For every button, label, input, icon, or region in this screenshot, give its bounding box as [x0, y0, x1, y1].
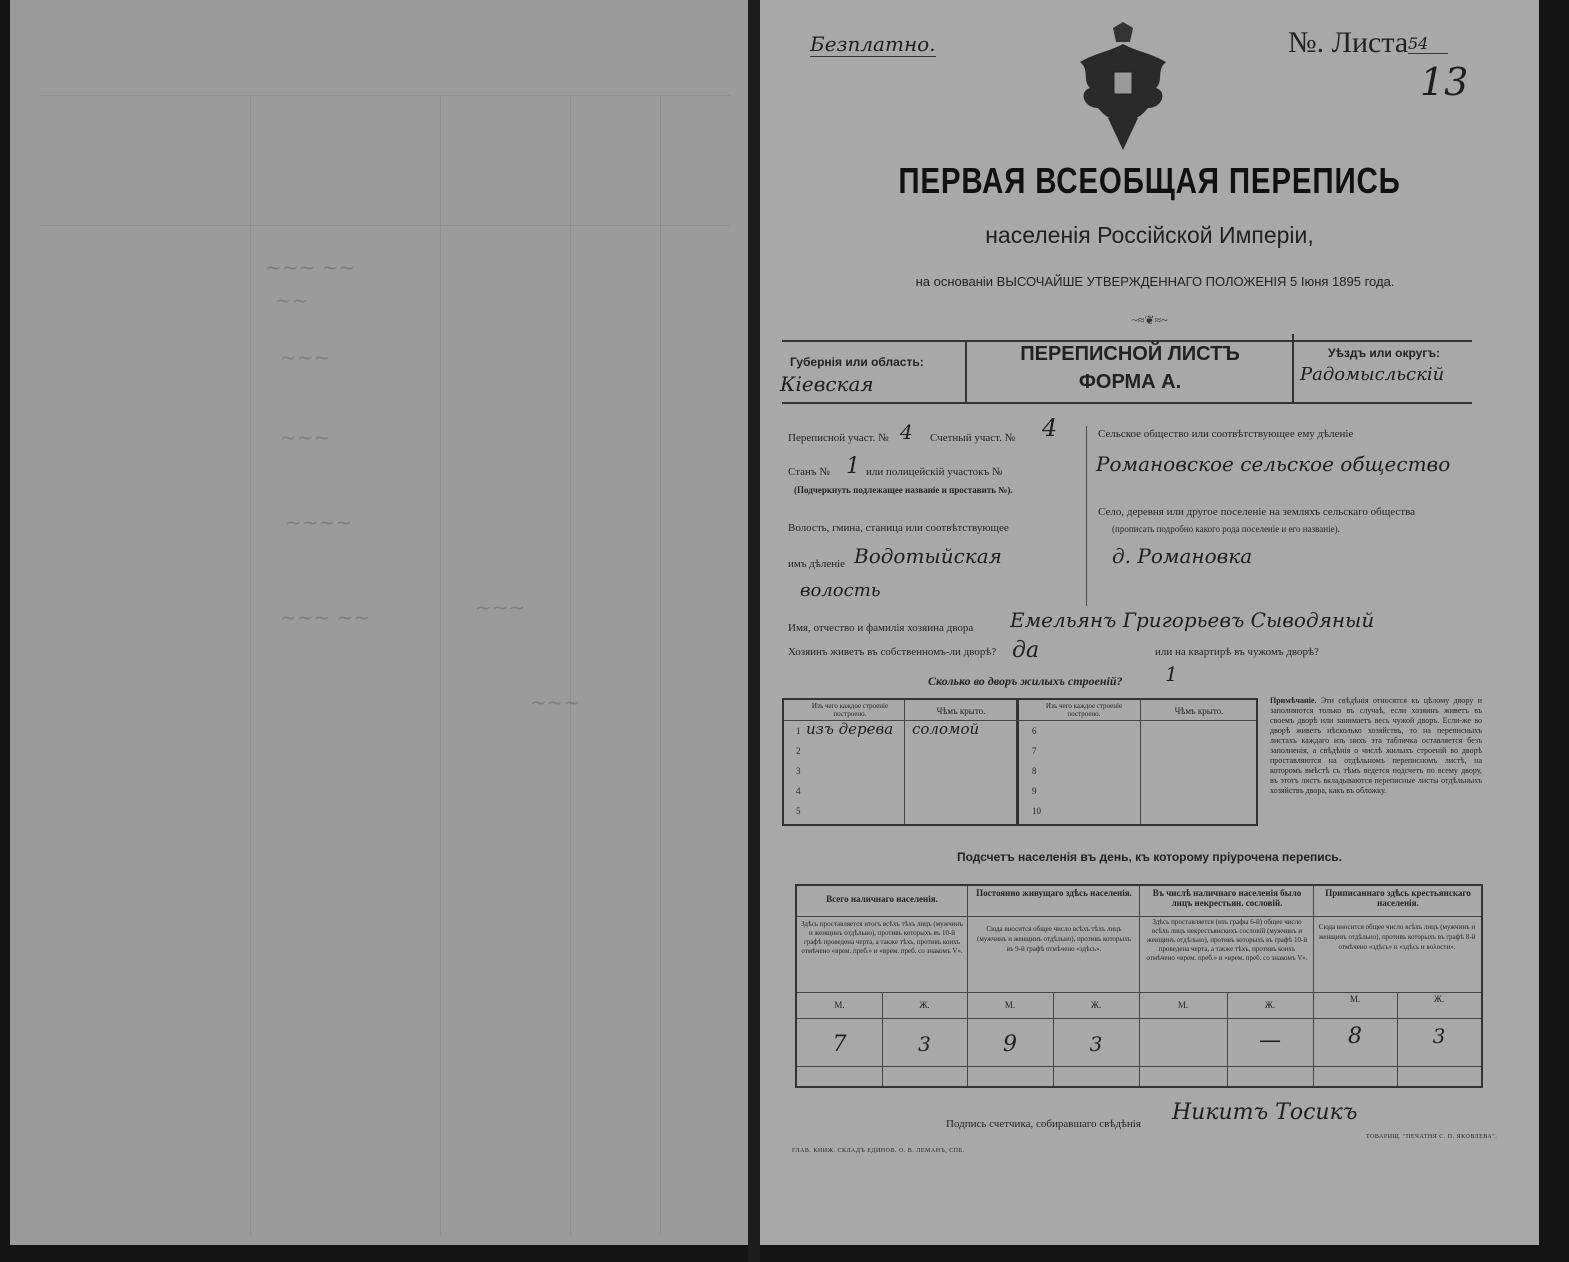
male-label: М.	[1349, 994, 1361, 1004]
ghost-rule	[40, 225, 730, 226]
ghost-handwriting: ~~~	[530, 690, 581, 714]
lives-own-value: да	[1012, 638, 1040, 663]
rule	[965, 342, 967, 404]
enumerator-signature: Никитъ Тосикъ	[1172, 1100, 1358, 1125]
free-label: Безплатно.	[810, 32, 936, 56]
total-female-value: 3	[918, 1032, 931, 1056]
signature-label: Подпись счетчика, собиравшаго свѣдѣнія	[946, 1118, 1141, 1130]
buildings-rows-right	[1020, 722, 1256, 822]
table-row: 9	[1032, 786, 1037, 796]
rule	[1086, 426, 1087, 606]
underline-note: (Подчеркнуть подлежащее названіе и проставить №).	[794, 485, 1013, 495]
ghost-rule	[660, 95, 661, 1235]
rule	[1313, 886, 1314, 1086]
ghost-handwriting: ~~~	[475, 595, 526, 619]
buildings-rows-left	[784, 722, 1016, 822]
buildings-value: 1	[1165, 662, 1178, 686]
volost-value-2: волость	[800, 580, 881, 601]
lives-rent-label: или на квартирѣ въ чужомъ дворѣ?	[1155, 646, 1319, 658]
rule	[1139, 886, 1140, 1086]
form-title: ПЕРЕПИСНОЙ ЛИСТЪ	[1020, 343, 1240, 365]
permanent-female-value: 3	[1089, 1032, 1103, 1056]
ornament: ~≈❦≈~	[1131, 313, 1168, 327]
census-form-page	[760, 0, 1539, 1245]
society-value: Романовское сельское общество	[1096, 452, 1451, 476]
buildings-table	[782, 698, 1258, 826]
ghost-handwriting: ~~~~	[285, 510, 353, 534]
counting-district-value: 4	[1042, 414, 1058, 442]
imperial-eagle-emblem	[1068, 22, 1178, 152]
peasant-female-value: 3	[1432, 1024, 1446, 1048]
table-row: 7	[1032, 746, 1037, 756]
ghost-handwriting: ~~~ ~~	[280, 605, 371, 629]
village-note: (прописать подробно какого рода поселеніе и его названіе).	[1112, 524, 1340, 534]
volost-label-2: имъ дѣленіе	[788, 558, 846, 570]
lives-own-label: Хозяинъ живетъ въ собственномъ-ли дворѣ?	[788, 646, 997, 658]
note-title: Примѣчаніе.	[1270, 696, 1317, 705]
ghost-rule	[250, 95, 251, 1235]
rule	[1292, 334, 1294, 404]
col-material-header: Изъ чего каждое строеніе построено.	[811, 702, 889, 718]
note-block	[1270, 696, 1482, 796]
female-label: Ж.	[1090, 1000, 1102, 1010]
census-district-label: Переписной участ. №	[788, 432, 889, 444]
ghost-handwriting: ~~~	[280, 345, 331, 369]
printer-credit-right: ТОВАРИЩ. "ПЕЧАТНЯ С. П. ЯКОВЛЕВА".	[1366, 1134, 1498, 1140]
col-permanent-desc: Сюда вносится общее число всѣхъ тѣхъ лицъ (мужчинъ и женщинъ отдѣльно), противъ которыхъ въ 9-й графѣ отмѣчено «здѣсь».	[977, 925, 1131, 953]
col-peasant-header: Приписаннаго здѣсь крестьянскаго населенія.	[1325, 888, 1471, 908]
peasant-male-value: 8	[1348, 1024, 1362, 1049]
female-label: Ж.	[1264, 1000, 1276, 1010]
guberniya-label: Губернія или область:	[790, 355, 924, 369]
guberniya-value: Кіевская	[780, 372, 874, 396]
left-page	[10, 0, 748, 1245]
owner-label: Имя, отчество и фамилія хозяина двора	[788, 622, 974, 634]
document-subtitle: населенія Россійской Имперіи,	[985, 222, 1314, 248]
rule	[782, 402, 1472, 404]
female-label: Ж.	[919, 1000, 930, 1010]
table-row: 2	[796, 746, 801, 756]
table-row: 1 изъ дерева соломой	[796, 720, 980, 738]
ghost-rule	[40, 95, 730, 96]
table-row: 6	[1032, 726, 1037, 736]
col-permanent-header: Постоянно живущаго здѣсь населенія.	[976, 888, 1132, 898]
uezd-label: Уѣздъ или округъ:	[1328, 346, 1441, 360]
village-value: д. Романовка	[1112, 544, 1253, 568]
buildings-label: Сколько во дворъ жилыхъ строеній?	[928, 674, 1123, 688]
table-row: 4	[796, 786, 801, 796]
col-total-header: Всего наличнаго населенія.	[826, 894, 938, 904]
sheet-number-label: №. Листа	[1288, 26, 1409, 59]
female-label: Ж.	[1433, 994, 1445, 1004]
ghost-handwriting: ~~~ ~~	[265, 255, 356, 279]
sheet-number-value: 54	[1408, 34, 1448, 54]
corner-page-number: 13	[1420, 60, 1469, 104]
col-peasant-desc: Сюда вносится общее число всѣхъ лицъ (мужчинъ и женщинъ отдѣльно), противъ которыхъ въ графѣ 8-й отмѣчено «здѣсь» и «здѣсь и вολости».	[1318, 923, 1476, 951]
table-row: 3	[796, 766, 801, 776]
male-label: М.	[1177, 1000, 1189, 1010]
table-row: 8	[1032, 766, 1037, 776]
form-code: ФОРМА А.	[1078, 371, 1182, 393]
police-precinct-label: или полицейскій участокъ №	[866, 466, 1003, 478]
document-basis: на основаніи ВЫСОЧАЙШЕ УТВЕРЖДЕННАГО ПОЛОЖЕНІЯ 5 Іюня 1895 года.	[915, 274, 1395, 289]
permanent-male-value: 9	[1003, 1032, 1017, 1057]
rule	[782, 340, 1472, 342]
male-label: М.	[834, 1000, 845, 1010]
ghost-rule	[440, 95, 441, 1235]
table-row: 5	[796, 806, 801, 816]
col-total-desc: Здѣсь проставляется итогъ всѣхъ тѣхъ лицъ (мужчинъ и женщинъ отдѣльно), противъ которыхъ въ 10-й графѣ проведена черта, а также тѣхъ, противъ коихъ отмѣчено «врем. преб.» и «врем. преб. со знакомъ V».	[801, 920, 963, 955]
total-male-value: 7	[832, 1032, 847, 1057]
document-title: ПЕРВАЯ ВСЕОБЩАЯ ПЕРЕПИСЬ	[898, 160, 1401, 201]
volost-value: Водотыйская	[854, 544, 1002, 568]
col-material-header: Изъ чего каждое строеніе построено.	[1045, 702, 1123, 718]
note-text: Эти свѣдѣнія относятся къ цѣлому двору и заполняются только въ случаѣ, если хозяинъ живетъ въ своемъ дворѣ или занимаетъ весь чужой дворъ. Если-же во дворѣ живетъ нѣсколько хозяйствъ, то на переписныхъ листахъ каждаго изъ нихъ эта табличка оставляется безъ заполненія, а свѣдѣнія о числѣ жилыхъ строеній во дворѣ проставляются на отдѣльномъ переписномъ листѣ, на которомъ вмѣстѣ съ тѣмъ ведется подсчетъ по всему двору, въ этотъ листъ вкладываются переписные листы отдѣльныхъ хозяйствъ двора, какъ въ обложку.	[1270, 696, 1483, 795]
volost-label: Волость, гмина, станица или соотвѣтствующее	[788, 522, 1009, 534]
col-noncrest-header: Въ числѣ наличнаго населенія было лицъ некрестьян. сословій.	[1152, 888, 1302, 908]
col-roof-header: Чѣмъ крыто.	[936, 706, 986, 716]
ghost-handwriting: ~~~	[280, 425, 331, 449]
uezd-value: Радомысльскій	[1300, 364, 1445, 385]
owner-value: Емельянъ Григорьевъ Сыводяный	[1010, 608, 1375, 632]
population-title: Подсчетъ населенія въ день, къ которому пріурочена перепись.	[957, 850, 1342, 864]
census-district-value: 4	[900, 420, 913, 444]
village-label: Село, деревня или другое поселеніе на земляхъ сельскаго общества	[1098, 506, 1416, 518]
ghost-handwriting: ~~	[275, 288, 309, 312]
noncrest-female-value: —	[1259, 1028, 1281, 1053]
col-noncrest-desc: Здѣсь проставляется (изъ графы 6-й) общее число всѣхъ лицъ некрестьянскихъ сословій (мужчинъ и женщинъ отдѣльно), противъ которыхъ въ графѣ 10-й проведена черта, а также тѣхъ, противъ коихъ отмѣчено «врем. преб.» и «врем. преб. со знакомъ V».	[1146, 918, 1308, 962]
ghost-rule	[570, 95, 571, 1235]
society-label: Сельское общество или соотвѣтствующее ему дѣленіе	[1098, 428, 1354, 440]
col-roof-header: Чѣмъ крыто.	[1174, 706, 1224, 716]
stan-label: Станъ №	[788, 466, 830, 478]
population-table	[795, 884, 1483, 1088]
rule	[1016, 700, 1019, 824]
book-spine	[748, 0, 760, 1262]
counting-district-label: Счетный участ. №	[930, 432, 1016, 444]
stan-value: 1	[846, 454, 860, 479]
male-label: М.	[1004, 1000, 1016, 1010]
printer-credit-left: ГЛАВ. КНИЖ. СКЛАДЪ ЕДИНОВ. О. В. ЛЕМАНЪ, СПБ.	[792, 1148, 965, 1154]
table-row: 10	[1032, 806, 1041, 816]
